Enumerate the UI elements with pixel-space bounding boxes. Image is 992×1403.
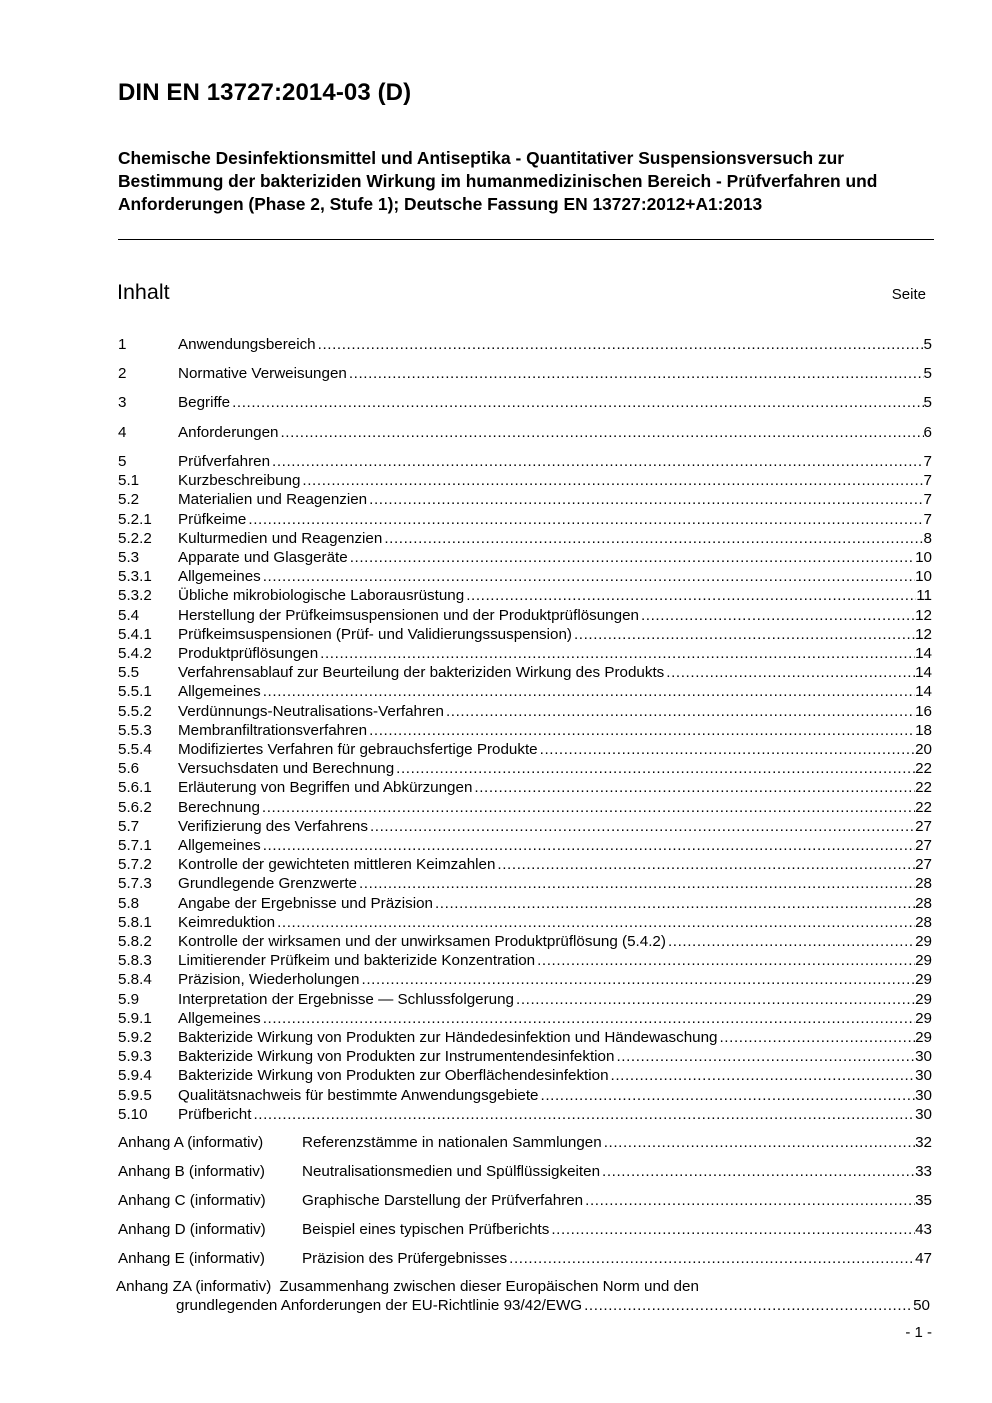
toc-entry-label: Präzision, Wiederholungen — [178, 971, 360, 989]
page-number: - 1 - — [905, 1324, 932, 1341]
toc-entry-number: 5.5.3 — [118, 721, 152, 739]
dot-leader — [248, 510, 923, 530]
toc-entry[interactable] — [118, 606, 932, 626]
toc-entry-number: 5.9 — [118, 990, 140, 1008]
dot-leader — [540, 740, 915, 760]
toc-entry-label: Verifizierung des Verfahrens — [178, 817, 368, 835]
toc-entry-page: 7 — [923, 472, 932, 490]
dot-leader — [349, 364, 924, 384]
toc-entry-page: 22 — [915, 760, 932, 778]
toc-entry-label: Normative Verweisungen — [178, 365, 347, 382]
toc-entry-page: 12 — [915, 606, 932, 624]
toc-entry-number: 5.8.3 — [118, 952, 152, 970]
toc-entry-page: 22 — [915, 779, 932, 797]
toc-entry-number: 5.3.2 — [118, 587, 152, 605]
toc-entry-label: Angabe der Ergebnisse und Präzision — [178, 894, 433, 912]
annex-za-title-line1: Zusammenhang zwischen dieser Europäischen Norm und den — [279, 1278, 699, 1295]
dot-leader — [280, 423, 923, 443]
dot-leader — [359, 874, 915, 894]
toc-entry-page: 5 — [923, 365, 932, 382]
toc-entry-page: 14 — [915, 645, 932, 662]
toc-entry-page: 30 — [915, 1048, 932, 1066]
toc-entry-number: 5.7 — [118, 817, 140, 835]
toc-entry[interactable] — [118, 1028, 932, 1048]
annex-page: 32 — [915, 1134, 932, 1151]
toc-entry-number: 5.9.4 — [118, 1067, 152, 1085]
toc-heading: Inhalt — [117, 280, 170, 304]
toc-entry-number: 5.7.3 — [118, 875, 152, 893]
toc-entry-page: 30 — [915, 1067, 932, 1085]
toc-entry-page: 30 — [915, 1086, 932, 1104]
toc-entry[interactable] — [118, 1047, 932, 1067]
toc-entry-page: 29 — [915, 971, 932, 989]
toc-entry-label: Kontrolle der gewichteten mittleren Keimzahlen — [178, 856, 496, 874]
dot-leader — [537, 951, 915, 971]
toc-entry-number: 5.5 — [118, 664, 140, 682]
toc-entry-label: Bakterizide Wirkung von Produkten zur Instrumentendesinfektion — [178, 1048, 615, 1066]
toc-entry-number: 5.8.4 — [118, 971, 152, 989]
toc-entry-label: Membranfiltrationsverfahren — [178, 721, 368, 739]
dot-leader — [541, 1086, 916, 1106]
toc-entry[interactable] — [118, 423, 932, 443]
toc-entry-label: Kulturmedien und Reagenzien — [178, 529, 383, 547]
toc-entry-number: 5.10 — [118, 1105, 148, 1123]
toc-entry-page: 30 — [915, 1105, 932, 1123]
dot-leader — [604, 1133, 915, 1153]
annex-za-title-line2: grundlegenden Anforderungen der EU-Richtlinie 93/42/EWG — [176, 1297, 583, 1314]
annex-page: 47 — [915, 1250, 932, 1267]
toc-entry-number: 3 — [118, 394, 127, 411]
toc-entry-number: 5.8 — [118, 894, 140, 912]
toc-entry-page: 10 — [915, 568, 932, 586]
toc-entry[interactable] — [118, 894, 932, 914]
annex-entry[interactable] — [118, 1249, 932, 1269]
dot-leader — [668, 932, 915, 952]
dot-leader — [616, 1047, 915, 1067]
toc-entry-label: Bakterizide Wirkung von Produkten zur Händedesinfektion und Händewaschung — [178, 1029, 718, 1046]
toc-entry-page: 29 — [915, 1009, 932, 1027]
dot-leader — [370, 817, 915, 837]
toc-entry[interactable] — [118, 529, 932, 549]
toc-entry-number: 5.9.3 — [118, 1048, 152, 1066]
toc-entry-label: Herstellung der Prüfkeimsuspensionen und der Produktprüflösungen — [178, 606, 639, 624]
toc-entry[interactable] — [118, 874, 932, 894]
toc-entry[interactable] — [118, 644, 932, 664]
dot-leader — [497, 855, 915, 875]
dot-leader — [369, 721, 915, 741]
annex-page: 33 — [915, 1163, 932, 1180]
dot-leader — [350, 548, 915, 568]
toc-entry-label: Prüfbericht — [178, 1105, 252, 1123]
dot-leader — [384, 529, 923, 549]
dot-leader — [272, 452, 924, 472]
toc-entry-page: 7 — [923, 510, 932, 528]
annex-page: 35 — [915, 1192, 932, 1209]
dot-leader — [302, 471, 923, 491]
toc-entry-number: 5.4.1 — [118, 625, 152, 643]
annex-entry[interactable] — [118, 1191, 932, 1211]
dot-leader — [551, 1220, 915, 1240]
toc-entry[interactable] — [118, 682, 932, 702]
dot-leader — [719, 1028, 915, 1048]
toc-entry[interactable] — [118, 702, 932, 722]
toc-entry[interactable] — [118, 740, 932, 760]
annex-label: Anhang C (informativ) — [118, 1192, 266, 1209]
toc-entry-page: 10 — [915, 549, 932, 566]
toc-entry-number: 5.4.2 — [118, 645, 152, 662]
toc-entry-label: Grundlegende Grenzwerte — [178, 875, 357, 893]
toc-entry-page: 27 — [915, 856, 932, 874]
toc-entry[interactable] — [118, 932, 932, 952]
dot-leader — [509, 1249, 915, 1269]
toc-entry-page: 27 — [915, 837, 932, 854]
toc-entry-label: Interpretation der Ergebnisse — Schlussfolgerung — [178, 990, 515, 1008]
toc-entry[interactable] — [118, 836, 932, 856]
toc-entry-number: 5.9.2 — [118, 1029, 152, 1046]
toc-entry-number: 4 — [118, 424, 127, 441]
dot-leader — [611, 1066, 916, 1086]
toc-entry-number: 5.5.1 — [118, 683, 152, 701]
toc-entry-number: 5.8.2 — [118, 933, 152, 950]
dot-leader — [263, 567, 915, 587]
toc-entry-page: 22 — [915, 798, 932, 816]
toc-entry[interactable] — [118, 393, 932, 413]
toc-entry[interactable] — [118, 490, 932, 510]
toc-entry-page: 29 — [915, 990, 932, 1008]
toc-entry-number: 5.8.1 — [118, 913, 152, 931]
toc-entry[interactable] — [118, 798, 932, 818]
toc-entry[interactable] — [118, 663, 932, 683]
toc-entry[interactable] — [118, 625, 932, 645]
toc-entry-page: 5 — [923, 336, 932, 353]
annex-entry[interactable] — [118, 1162, 932, 1182]
toc-entry-label: Qualitätsnachweis für bestimmte Anwendungsgebiete — [178, 1086, 539, 1104]
toc-entry-label: Verdünnungs-Neutralisations-Verfahren — [178, 702, 444, 720]
annex-page: 43 — [915, 1221, 932, 1238]
toc-entry[interactable] — [118, 567, 932, 587]
annex-title: Beispiel eines typischen Prüfberichts — [302, 1221, 550, 1238]
toc-entry[interactable] — [118, 817, 932, 837]
toc-entry-number: 5.2.1 — [118, 510, 152, 528]
toc-entry-number: 5.5.4 — [118, 741, 152, 758]
toc-entry-label: Kurzbeschreibung — [178, 472, 301, 490]
annex-label: Anhang B (informativ) — [118, 1163, 265, 1180]
toc-entry[interactable] — [118, 335, 932, 355]
dot-leader — [318, 335, 924, 355]
toc-entry-number: 5.2.2 — [118, 529, 152, 547]
toc-entry-page: 28 — [915, 894, 932, 912]
toc-entry-label: Prüfverfahren — [178, 453, 271, 470]
toc-entry[interactable] — [118, 452, 932, 472]
toc-entry-label: Modifiziertes Verfahren für gebrauchsfertige Produkte — [178, 741, 538, 758]
toc-entry-label: Bakterizide Wirkung von Produkten zur Oberflächendesinfektion — [178, 1067, 609, 1085]
toc-entry[interactable] — [118, 970, 932, 990]
annex-entry[interactable] — [118, 1220, 932, 1240]
dot-leader — [446, 702, 915, 722]
annex-label: Anhang A (informativ) — [118, 1134, 264, 1151]
toc-entry-page: 29 — [915, 952, 932, 970]
toc-entry-page: 14 — [915, 664, 932, 682]
toc-entry-label: Materialien und Reagenzien — [178, 491, 368, 509]
toc-entry[interactable] — [118, 759, 932, 779]
toc-entry-label: Keimreduktion — [178, 913, 276, 931]
toc-entry-page: 11 — [916, 587, 932, 605]
toc-entry-number: 5.7.2 — [118, 856, 152, 874]
toc-entry[interactable] — [118, 471, 932, 491]
toc-entry-label: Versuchsdaten und Berechnung — [178, 760, 395, 778]
page-column-label: Seite — [891, 286, 926, 303]
toc-entry[interactable] — [118, 721, 932, 741]
toc-entry[interactable] — [118, 855, 932, 875]
toc-entry-label: Limitierender Prüfkeim und bakterizide Konzentration — [178, 952, 536, 970]
annex-entry[interactable] — [118, 1133, 932, 1153]
dot-leader — [396, 759, 915, 779]
toc-entry-label: Apparate und Glasgeräte — [178, 549, 348, 566]
toc-entry[interactable] — [118, 1086, 932, 1106]
dot-leader — [641, 606, 915, 626]
toc-entry[interactable] — [118, 1009, 932, 1029]
dot-leader — [362, 970, 916, 990]
toc-entry-label: Allgemeines — [178, 683, 261, 701]
toc-entry-label: Übliche mikrobiologische Laborausrüstung — [178, 587, 465, 605]
annex-title: Referenzstämme in nationalen Sammlungen — [302, 1134, 602, 1151]
dot-leader — [585, 1191, 915, 1211]
toc-entry[interactable] — [118, 990, 932, 1010]
toc-entry-number: 5.6.2 — [118, 798, 152, 816]
annex-za-line2[interactable] — [176, 1296, 930, 1316]
toc-entry[interactable] — [118, 586, 932, 606]
toc-entry-label: Begriffe — [178, 394, 231, 411]
toc-entry-number: 5 — [118, 453, 127, 470]
toc-entry-number: 5.9.1 — [118, 1009, 152, 1027]
dot-leader — [232, 393, 923, 413]
toc-entry-page: 16 — [915, 702, 932, 720]
toc-entry-page: 5 — [923, 394, 932, 411]
toc-entry-page: 7 — [923, 453, 932, 470]
toc-entry[interactable] — [118, 951, 932, 971]
toc-entry-number: 5.1 — [118, 472, 140, 490]
dot-leader — [369, 490, 923, 510]
dot-leader — [320, 644, 915, 664]
toc-entry-page: 28 — [915, 913, 932, 931]
dot-leader — [574, 625, 915, 645]
toc-entry-number: 5.9.5 — [118, 1086, 152, 1104]
toc-entry[interactable] — [118, 1066, 932, 1086]
toc-entry[interactable] — [118, 1105, 932, 1125]
dot-leader — [666, 663, 915, 683]
dot-leader — [263, 1009, 915, 1029]
annex-za-line1 — [116, 1277, 932, 1297]
toc-entry[interactable] — [118, 364, 932, 384]
toc-entry-label: Erläuterung von Begriffen und Abkürzungen — [178, 779, 473, 797]
toc-entry-page: 14 — [915, 683, 932, 701]
toc-entry-label: Allgemeines — [178, 837, 261, 854]
toc-entry[interactable] — [118, 778, 932, 798]
annex-label: Anhang E (informativ) — [118, 1250, 265, 1267]
dot-leader — [263, 682, 915, 702]
toc-entry-page: 12 — [915, 625, 932, 643]
document-identifier: DIN EN 13727:2014-03 (D) — [118, 79, 412, 106]
toc-entry-label: Allgemeines — [178, 1009, 261, 1027]
toc-entry-page: 27 — [915, 817, 932, 835]
toc-entry-label: Produktprüflösungen — [178, 645, 319, 662]
dot-leader — [277, 913, 915, 933]
toc-entry-page: 29 — [915, 933, 932, 950]
dot-leader — [584, 1296, 913, 1316]
toc-entry[interactable] — [118, 510, 932, 530]
toc-entry-label: Verfahrensablauf zur Beurteilung der bakteriziden Wirkung des Produkts — [178, 664, 665, 682]
toc-entry-number: 5.6 — [118, 760, 140, 778]
annex-label: Anhang D (informativ) — [118, 1221, 266, 1238]
dot-leader — [602, 1162, 915, 1182]
toc-entry-label: Allgemeines — [178, 568, 261, 586]
toc-entry-label: Anwendungsbereich — [178, 336, 316, 353]
dot-leader — [435, 894, 915, 914]
toc-entry-page: 7 — [923, 491, 932, 509]
toc-entry-label: Anforderungen — [178, 424, 279, 441]
dot-leader — [263, 836, 915, 856]
toc-entry-number: 5.2 — [118, 491, 140, 509]
toc-entry-number: 5.3 — [118, 549, 140, 566]
toc-entry-label: Berechnung — [178, 798, 260, 816]
toc-entry-page: 28 — [915, 875, 932, 893]
toc-entry-page: 18 — [915, 721, 932, 739]
dot-leader — [516, 990, 915, 1010]
annex-za-label: Anhang ZA (informativ) — [116, 1278, 272, 1295]
dot-leader — [253, 1105, 915, 1125]
toc-entry-label: Kontrolle der wirksamen und der unwirksamen Produktprüflösung (5.4.2) — [178, 933, 666, 950]
toc-entry[interactable] — [118, 548, 932, 568]
toc-entry-number: 5.3.1 — [118, 568, 152, 586]
toc-entry-number: 2 — [118, 365, 127, 382]
toc-entry-number: 5.4 — [118, 606, 140, 624]
document-title: Chemische Desinfektionsmittel und Antiseptika - Quantitativer Suspensionsversuch zur Bestimmung der bakteriziden Wirkung im humanmedizinischen Bereich - Prüfverfahren und Anforderungen (Phase 2, Stufe 1); Deutsche Fassung EN 13727:2012+A1:2013 — [118, 148, 878, 214]
annex-title: Präzision des Prüfergebnisses — [302, 1250, 508, 1267]
toc-entry-number: 5.5.2 — [118, 702, 152, 720]
toc-entry-number: 5.6.1 — [118, 779, 152, 797]
annex-za-page: 50 — [913, 1297, 930, 1314]
dot-leader — [474, 778, 915, 798]
dot-leader — [262, 798, 915, 818]
toc-entry-page: 20 — [915, 741, 932, 758]
toc-entry-label: Prüfkeime — [178, 510, 247, 528]
annex-title: Neutralisationsmedien und Spülflüssigkeiten — [302, 1163, 601, 1180]
toc-entry-page: 8 — [923, 529, 932, 547]
annex-title: Graphische Darstellung der Prüfverfahren — [302, 1192, 584, 1209]
toc-entry-page: 6 — [923, 424, 932, 441]
toc-entry-label: Prüfkeimsuspensionen (Prüf- und Validierungssuspension) — [178, 625, 572, 643]
dot-leader — [466, 586, 916, 606]
toc-entry[interactable] — [118, 913, 932, 933]
toc-entry-number: 5.7.1 — [118, 837, 152, 854]
toc-entry-number: 1 — [118, 336, 127, 353]
toc-entry-page: 29 — [915, 1029, 932, 1046]
